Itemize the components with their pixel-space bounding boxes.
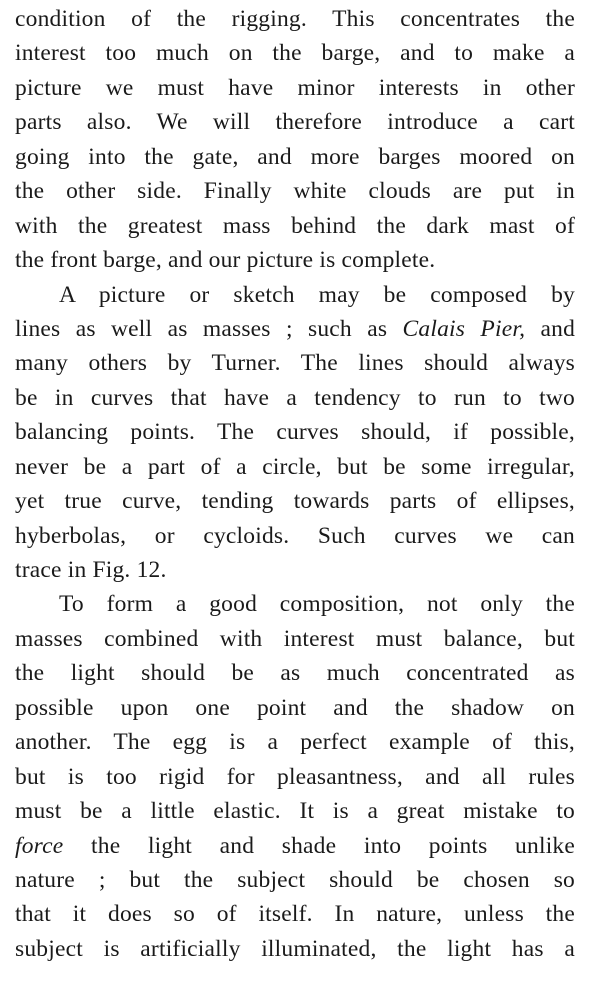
text-line: condition of the rigging. This concentrates the (15, 6, 575, 32)
text-fragment: the light and shade into points unlike (91, 832, 575, 859)
text-line: interest too much on the barge, and to make a (15, 40, 575, 67)
text-line: balancing points. The curves should, if possible, (15, 419, 575, 446)
text-line: the front barge, and our picture is complete. (15, 247, 436, 274)
text-line: hyberbolas, or cycloids. Such curves we can (15, 522, 575, 549)
text-line: parts also. We will therefore introduce a cart (15, 109, 575, 136)
text-fragment: and (540, 315, 576, 342)
text-line: yet true curve, tending towards parts of ellipses, (15, 488, 575, 515)
text-line: another. The egg is a perfect example of this, (15, 729, 575, 756)
text-line: the light should be as much concentrated as (15, 660, 575, 687)
text-line: picture we must have minor interests in other (15, 74, 575, 101)
text-line: nature ; but the subject should be chosen so (15, 866, 575, 893)
text-line: must be a little elastic. It is a great mistake to (15, 798, 575, 825)
text-line-with-emphasis (15, 829, 575, 863)
body-text (15, 0, 575, 966)
text-line: never be a part of a circle, but be some irregular, (15, 453, 575, 480)
text-line: A picture or sketch may be composed by (59, 281, 575, 308)
text-line: many others by Turner. The lines should always (15, 350, 575, 377)
text-line-with-title (15, 312, 575, 346)
text-fragment: lines as well as masses ; such as (15, 315, 388, 342)
text-line: the other side. Finally white clouds are put in (15, 178, 575, 205)
text-line: be in curves that have a tendency to run to two (15, 384, 575, 411)
emphasized-word: force (15, 832, 64, 859)
text-line: To form a good composition, not only the (59, 591, 575, 618)
text-line: that it does so of itself. In nature, unless the (15, 901, 575, 928)
text-line: with the greatest mass behind the dark mast of (15, 212, 575, 239)
text-line: possible upon one point and the shadow on (15, 694, 575, 721)
text-line: but is too rigid for pleasantness, and all rules (15, 763, 575, 790)
artwork-title: Calais Pier, (402, 315, 526, 342)
text-line: trace in Fig. 12. (15, 557, 167, 583)
text-line: going into the gate, and more barges moored on (15, 143, 575, 170)
text-line: subject is artificially illuminated, the light has a (15, 935, 575, 962)
text-line: masses combined with interest must balance, but (15, 625, 575, 652)
